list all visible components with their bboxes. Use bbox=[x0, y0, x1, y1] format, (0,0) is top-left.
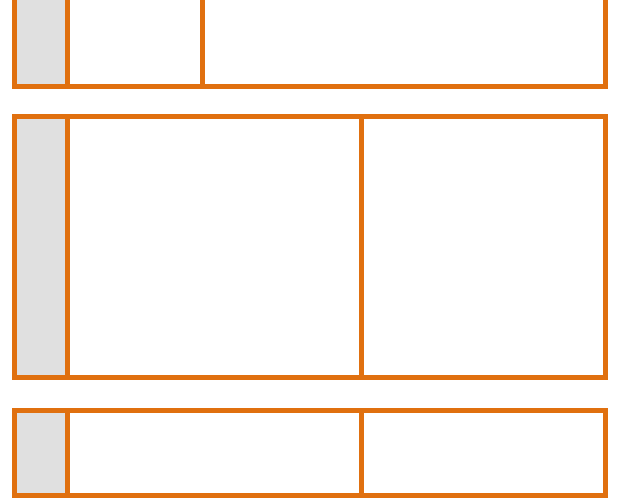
section-c-divider bbox=[359, 413, 364, 493]
section-c-frame bbox=[12, 408, 608, 498]
section-a-frame bbox=[12, 0, 608, 89]
section-a-sidebar bbox=[17, 0, 70, 84]
section-b-sidebar bbox=[17, 119, 70, 375]
section-a-divider bbox=[200, 0, 205, 84]
section-b-divider bbox=[359, 119, 364, 375]
section-b-frame bbox=[12, 114, 608, 380]
section-c-sidebar bbox=[17, 413, 70, 493]
